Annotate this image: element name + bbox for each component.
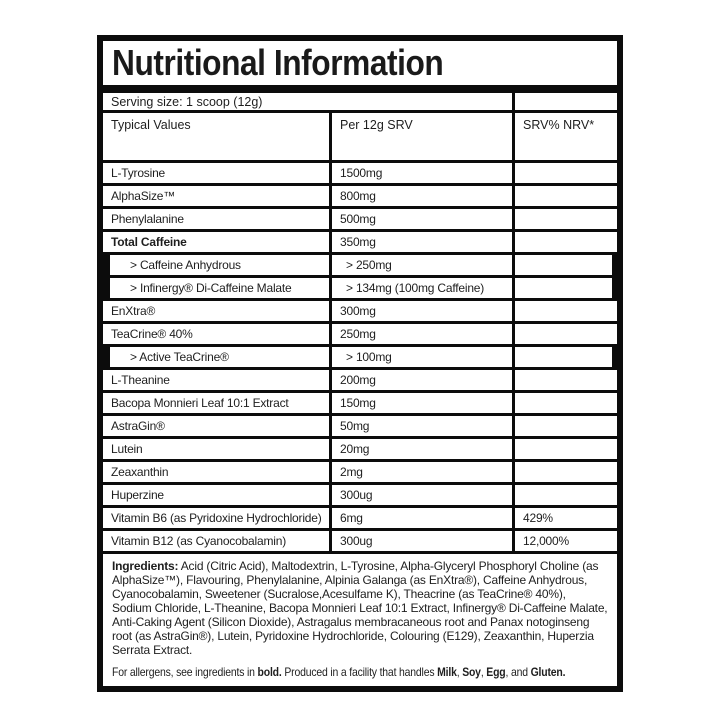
ingredient-amount: 1500mg	[332, 163, 515, 183]
ingredient-name: Vitamin B12 (as Cyanocobalamin)	[103, 531, 332, 551]
row-vitamin-b12	[103, 531, 617, 554]
ingredient-nrv	[515, 278, 617, 298]
row-l-tyrosine	[103, 163, 617, 186]
row-caffeine-anhydrous	[103, 255, 617, 278]
allergen-egg: Egg	[486, 665, 506, 679]
ingredient-name: Huperzine	[103, 485, 332, 505]
ingredient-nrv	[515, 485, 617, 505]
ingredients-section	[103, 554, 617, 686]
allergen-soy: Soy	[462, 665, 481, 679]
allergens-bold-word: bold.	[257, 665, 282, 679]
ingredient-name: L-Tyrosine	[103, 163, 332, 183]
ingredient-name: > Active TeaCrine®	[103, 347, 332, 367]
ingredient-nrv	[515, 232, 617, 252]
ingredient-name: Vitamin B6 (as Pyridoxine Hydrochloride)	[103, 508, 332, 528]
ingredient-amount: > 250mg	[332, 255, 515, 275]
ingredients-text: Acid (Citric Acid), Maltodextrin, L-Tyrosine, Alpha-Glyceryl Phosphoryl Choline (as AlphaSize™), Flavouring, Phenylalanine, Alpinia Galanga (as EnXtra®), Caffeine Anhydrous, Cyanocobalamin, Sweetener (Sucralose,Acesulfame K), Theacrine (as TeaCrine® 40%), Sodium Chloride, L-Theanine, Bacopa Monnieri Leaf 10:1 Extract, Infinergy® Di-Caffeine Malate, Anti-Caking Agent (Silicon Dioxide), Astragalus membracaneous root and Panax notoginseng root (as AstraGin®), Lutein, Pyridoxine Hydrochloride, Colouring (E129), Zeaxanthin, Huperzia Serrata Extract.	[112, 559, 608, 657]
serving-size-row	[103, 93, 617, 113]
row-infinergy-di-caffeine-malate	[103, 278, 617, 301]
ingredient-name: Bacopa Monnieri Leaf 10:1 Extract	[103, 393, 332, 413]
ingredient-name: Zeaxanthin	[103, 462, 332, 482]
table-header-row	[103, 113, 617, 163]
ingredient-name: Lutein	[103, 439, 332, 459]
allergen-gluten: Gluten.	[530, 665, 566, 679]
ingredient-name: AstraGin®	[103, 416, 332, 436]
page-title: Nutritional Information	[112, 42, 444, 83]
ingredient-nrv	[515, 393, 617, 413]
nutrition-label	[97, 35, 623, 692]
ingredient-nrv	[515, 462, 617, 482]
ingredient-nrv	[515, 163, 617, 183]
allergen-milk: Milk	[437, 665, 457, 679]
ingredient-nrv	[515, 186, 617, 206]
serving-size-empty-cell	[512, 93, 617, 110]
ingredient-name: > Infinergy® Di-Caffeine Malate	[103, 278, 332, 298]
title-bar	[103, 41, 617, 93]
row-bacopa-monnieri	[103, 393, 617, 416]
ingredient-name: Total Caffeine	[103, 232, 332, 252]
ingredient-nrv	[515, 416, 617, 436]
allergens-text: Produced in a facility that handles	[281, 665, 438, 679]
ingredient-nrv	[515, 209, 617, 229]
allergens-text: ,	[480, 665, 487, 679]
ingredient-amount: 800mg	[332, 186, 515, 206]
serving-size-label: Serving size: 1 scoop (12g)	[111, 95, 263, 109]
ingredient-name: TeaCrine® 40%	[103, 324, 332, 344]
ingredient-amount: 300ug	[332, 485, 515, 505]
ingredient-name: Phenylalanine	[103, 209, 332, 229]
ingredient-nrv: 429%	[523, 511, 553, 525]
allergens-text: , and	[505, 665, 531, 679]
ingredient-amount: 500mg	[332, 209, 515, 229]
ingredient-nrv	[515, 370, 617, 390]
ingredient-amount: 50mg	[332, 416, 515, 436]
ingredient-amount: 20mg	[332, 439, 515, 459]
ingredient-nrv	[515, 439, 617, 459]
ingredient-amount: > 134mg (100mg Caffeine)	[332, 278, 515, 298]
ingredient-amount: > 100mg	[332, 347, 515, 367]
row-alphasize	[103, 186, 617, 209]
row-phenylalanine	[103, 209, 617, 232]
ingredients-label: Ingredients:	[112, 559, 179, 573]
ingredient-nrv	[515, 324, 617, 344]
ingredient-nrv	[515, 301, 617, 321]
row-huperzine	[103, 485, 617, 508]
row-vitamin-b6	[103, 508, 617, 531]
ingredient-amount: 150mg	[332, 393, 515, 413]
ingredient-amount: 350mg	[332, 232, 515, 252]
ingredient-name: L-Theanine	[103, 370, 332, 390]
ingredient-name: EnXtra®	[103, 301, 332, 321]
row-teacrine-40	[103, 324, 617, 347]
ingredient-name: AlphaSize™	[103, 186, 332, 206]
ingredient-amount: 6mg	[332, 508, 515, 528]
ingredient-amount: 2mg	[332, 462, 515, 482]
ingredient-nrv	[515, 255, 617, 275]
header-nrv: SRV% NRV*	[523, 118, 595, 132]
row-total-caffeine	[103, 232, 617, 255]
header-typical-values: Typical Values	[103, 113, 332, 160]
ingredient-nrv	[515, 347, 617, 367]
ingredient-amount: 250mg	[332, 324, 515, 344]
row-enxtra	[103, 301, 617, 324]
ingredient-amount: 300mg	[332, 301, 515, 321]
ingredients-paragraph	[112, 559, 608, 657]
row-l-theanine	[103, 370, 617, 393]
ingredient-nrv: 12,000%	[523, 534, 569, 548]
row-zeaxanthin	[103, 462, 617, 485]
allergens-statement	[112, 665, 566, 679]
header-per-srv: Per 12g SRV	[332, 113, 515, 160]
row-lutein	[103, 439, 617, 462]
row-active-teacrine	[103, 347, 617, 370]
allergens-text: ,	[456, 665, 463, 679]
allergens-text: For allergens, see ingredients in	[112, 665, 258, 679]
ingredient-amount: 200mg	[332, 370, 515, 390]
row-astragin	[103, 416, 617, 439]
ingredient-name: > Caffeine Anhydrous	[103, 255, 332, 275]
ingredient-amount: 300ug	[332, 531, 515, 551]
